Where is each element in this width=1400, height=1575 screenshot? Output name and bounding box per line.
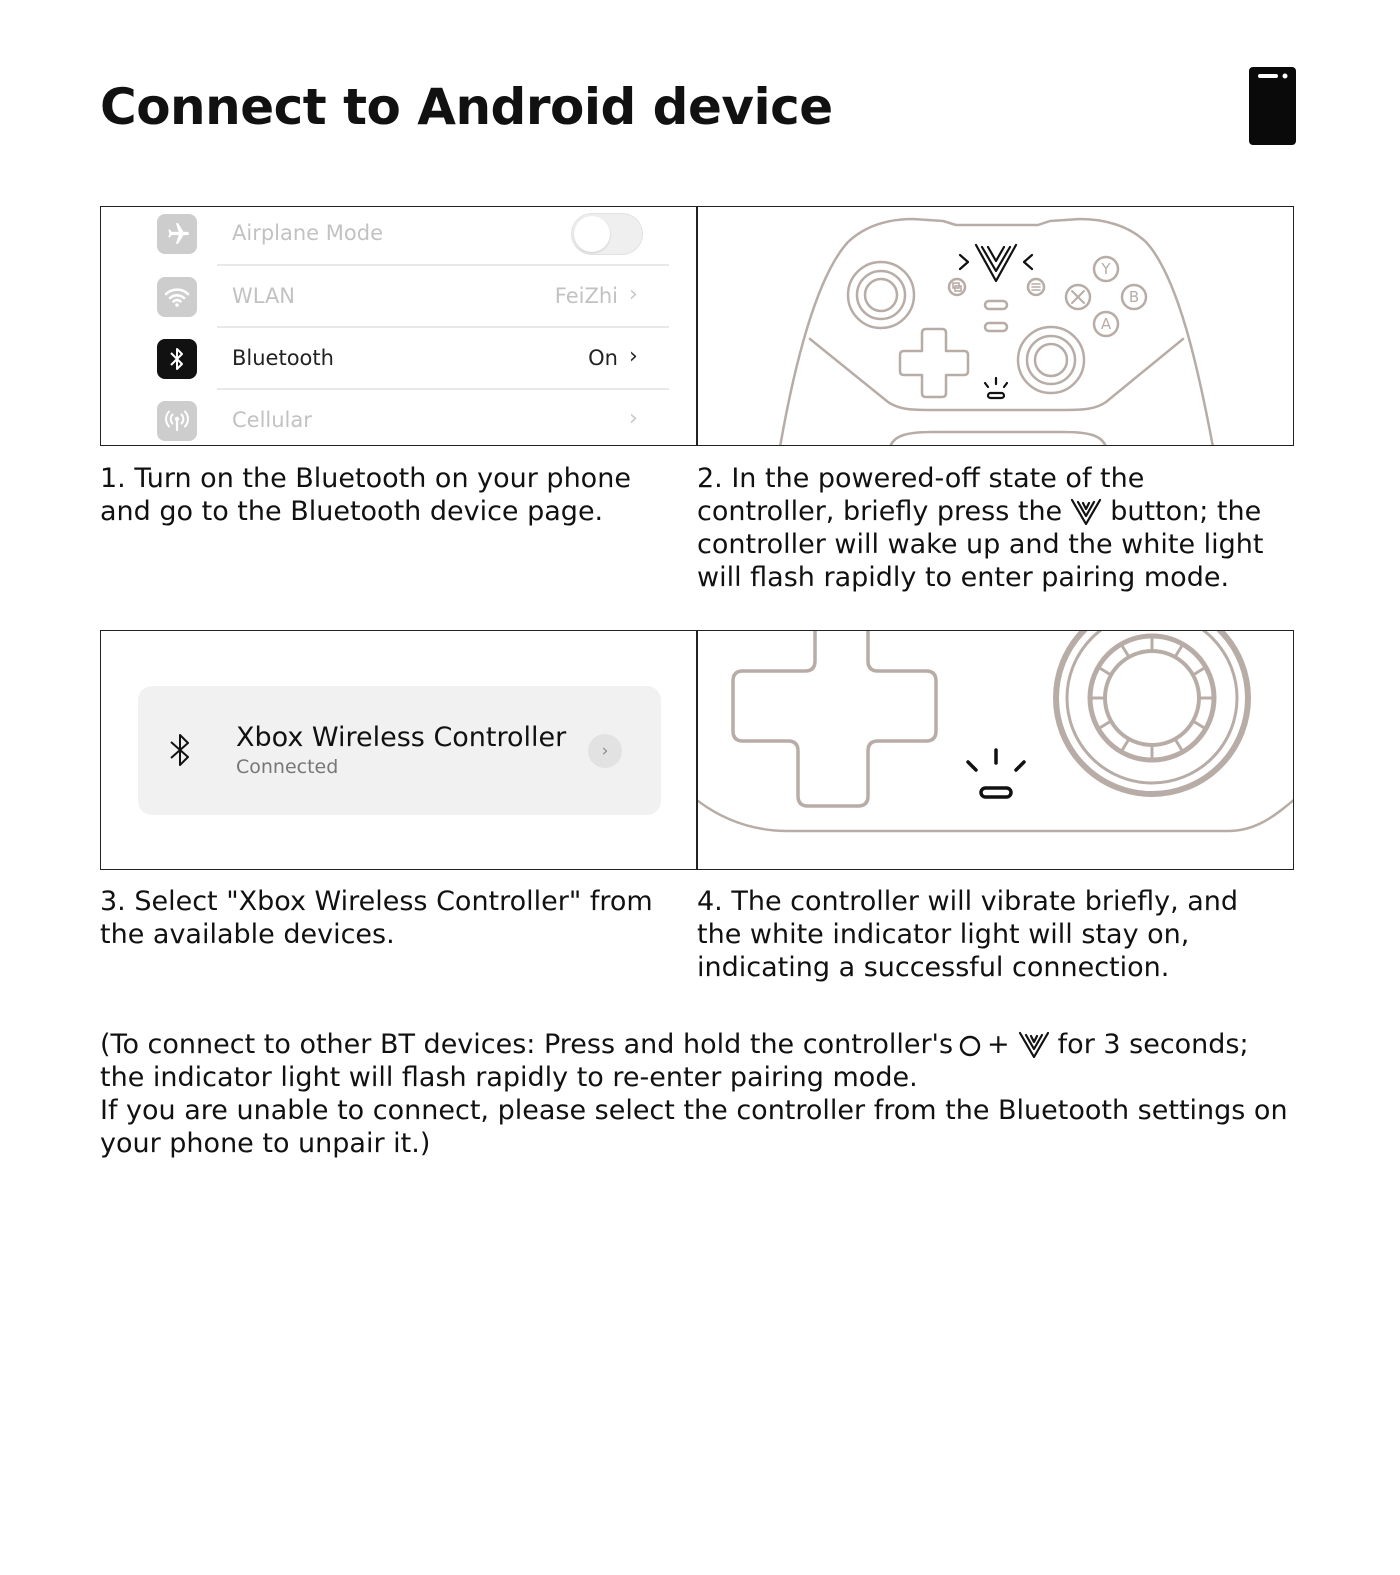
bluetooth-icon (166, 732, 196, 768)
a-button-label: A (1100, 315, 1112, 333)
b-button-label: B (1128, 288, 1140, 306)
note-part-2: for 3 seconds; the indicator light will flash rapidly to re-enter pairing mode. (100, 1029, 1249, 1093)
chevron-right-icon: › (629, 282, 638, 307)
settings-row-wlan[interactable] (101, 272, 697, 334)
toggle-knob (574, 216, 610, 252)
controller-panel (697, 206, 1294, 446)
device-status: Connected (236, 756, 339, 778)
page-title: Connect to Android device (100, 78, 833, 136)
step-3-caption: 3. Select "Xbox Wireless Controller" from the available devices. (100, 886, 653, 950)
settings-row-cellular[interactable] (101, 396, 697, 446)
wifi-icon (157, 277, 197, 317)
chevron-right-icon[interactable]: › (588, 734, 622, 768)
chevron-right-icon: › (629, 406, 638, 431)
divider (217, 264, 669, 266)
step-2-text-after: button; the controller will wake up and the white light will flash rapidly to enter pairing mode. (697, 496, 1264, 593)
step-1-caption: 1. Turn on the Bluetooth on your phone and go to the Bluetooth device page. (100, 463, 631, 527)
device-card[interactable] (138, 686, 661, 815)
pairing-note (100, 1028, 1300, 1160)
settings-label-bluetooth: Bluetooth (232, 346, 334, 370)
settings-label-airplane: Airplane Mode (232, 221, 383, 245)
controller-closeup-panel (697, 630, 1294, 870)
chevron-right-icon: › (629, 344, 638, 369)
step-4-caption: 4. The controller will vibrate briefly, and the white indicator light will stay on, indicating a successful connection. (697, 886, 1239, 983)
step-2-caption (697, 462, 1287, 594)
y-button-label: Y (1101, 260, 1111, 278)
circle-button-icon (957, 1033, 983, 1059)
airplane-mode-toggle[interactable] (571, 213, 643, 255)
device-name: Xbox Wireless Controller (236, 722, 567, 753)
device-list-panel (100, 630, 697, 870)
controller-illustration (698, 207, 1294, 446)
cellular-icon (157, 401, 197, 441)
note-part-1: (To connect to other BT devices: Press and hold the controller's (100, 1029, 954, 1060)
settings-value-wlan: FeiZhi (554, 284, 618, 308)
divider (217, 326, 669, 328)
settings-row-bluetooth[interactable] (101, 334, 697, 396)
note-part-3: If you are unable to connect, please select the controller from the Bluetooth settings on your phone to unpair it.) (100, 1095, 1288, 1159)
airplane-icon (157, 214, 197, 254)
flydigi-logo-icon (1014, 1029, 1054, 1059)
settings-row-airplane[interactable] (101, 209, 697, 271)
divider (217, 388, 669, 390)
settings-label-cellular: Cellular (232, 408, 312, 432)
plus-sign: + (987, 1029, 1010, 1060)
bluetooth-icon (157, 339, 197, 379)
settings-label-wlan: WLAN (232, 284, 296, 308)
phone-icon (1249, 67, 1296, 145)
bluetooth-settings-panel (100, 206, 697, 446)
step-2-text-before: 2. In the powered-off state of the controller, briefly press the (697, 463, 1145, 527)
controller-closeup-illustration (698, 631, 1294, 870)
settings-value-bluetooth: On (588, 346, 618, 370)
flydigi-logo-icon (1066, 496, 1106, 526)
